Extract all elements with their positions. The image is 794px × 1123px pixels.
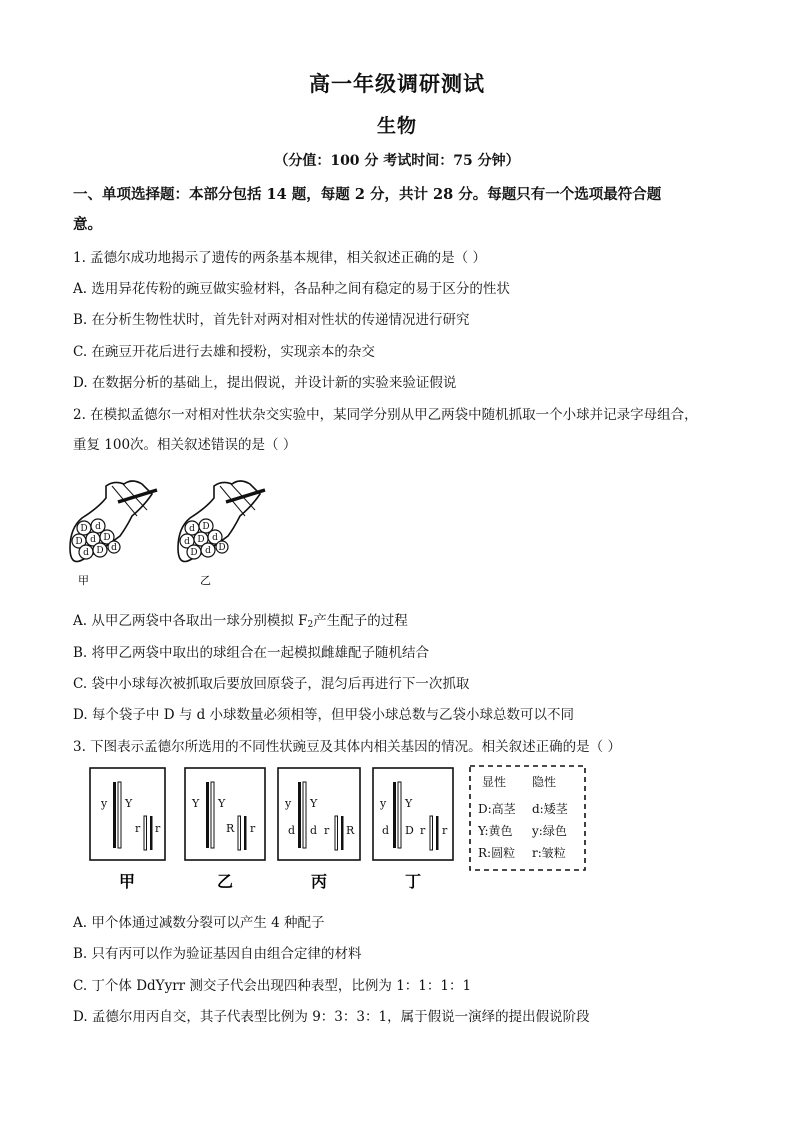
q2-option-b: B. 将甲乙两袋中取出的球组合在一起模拟雌雄配子随机结合 [73, 645, 430, 661]
ball-label: d [184, 537, 190, 547]
legend-recessive-y: y:绿色 [532, 824, 567, 838]
ball-label: D [202, 522, 210, 532]
cell-ding [373, 768, 453, 891]
q3-option-d: D. 孟德尔用丙自交，其子代表型比例为 9：3：3：1，属于假说一演绎的提出假说阶段 [73, 1009, 590, 1025]
ball-label: d [90, 535, 96, 545]
ball-label: D [197, 535, 205, 545]
ball-label: d [111, 543, 117, 553]
legend-recessive-r: r:皱粒 [532, 846, 566, 860]
bag-yi [178, 481, 265, 587]
gene-label: Y [405, 797, 413, 810]
subject-title: 生物 [376, 115, 417, 137]
bag-label-yi: 乙 [200, 574, 211, 587]
gene-label: d [382, 824, 390, 837]
legend-dominant-y: Y:黄色 [478, 824, 513, 838]
section-heading-line1: 一、单项选择题：本部分包括 14 题，每题 2 分，共计 28 分。每题只有一个选项最符合题 [73, 186, 662, 203]
dominance-legend [470, 766, 585, 870]
gene-label: r [155, 822, 161, 835]
q2-option-c: C. 袋中小球每次被抓取后要放回原袋子，混匀后再进行下一次抓取 [73, 676, 470, 692]
section-heading-line2: 意。 [73, 216, 102, 233]
q2-option-a-subscript: 2 [307, 620, 314, 630]
gene-label: y [285, 797, 292, 810]
ball-label: d [189, 524, 195, 534]
legend-dominant-r: R:圆粒 [478, 846, 516, 860]
q3-genes-figure [80, 762, 590, 897]
gene-label: R [346, 824, 355, 837]
ball-label: D [103, 533, 111, 543]
q3-option-b: B. 只有丙可以作为验证基因自由组合定律的材料 [73, 946, 362, 962]
bag-label-jia: 甲 [78, 574, 89, 587]
q3-option-a: A. 甲个体通过减数分裂可以产生 4 种配子 [73, 915, 325, 931]
ball-label: D [80, 524, 88, 534]
page-title: 高一年级调研测试 [309, 71, 485, 96]
q2-option-a [73, 609, 408, 630]
gene-label: y [101, 797, 108, 810]
gene-label: r [420, 824, 426, 837]
q1-option-a: A. 选用异花传粉的豌豆做实验材料，各品种之间有稳定的易于区分的性状 [73, 281, 510, 297]
gene-label: r [324, 824, 330, 837]
gene-label: Y [218, 797, 226, 810]
ball-label: d [95, 522, 101, 532]
q2-option-a-pre: A. 从甲乙两袋中各取出一球分别模拟 F [73, 613, 308, 629]
cell-label-ding: 丁 [404, 872, 422, 891]
gene-label: y [380, 797, 387, 810]
gene-label: Y [125, 797, 133, 810]
legend-head-dominant: 显性 [482, 775, 507, 789]
q2-bags-figure [62, 468, 272, 593]
cell-yi [185, 768, 265, 891]
gene-label: r [135, 822, 141, 835]
cell-bing [278, 768, 360, 891]
q1-option-d: D. 在数据分析的基础上，提出假说，并设计新的实验来验证假说 [73, 375, 457, 391]
gene-label: r [442, 824, 448, 837]
gene-label: Y [310, 797, 318, 810]
gene-label: d [288, 824, 296, 837]
exam-meta: （分值：100 分 考试时间：75 分钟） [274, 153, 520, 169]
q3-stem: 3. 下图表示孟德尔所选用的不同性状豌豆及其体内相关基因的情况。相关叙述正确的是（ ） [73, 739, 621, 755]
ball-label: d [83, 548, 89, 558]
q2-stem-line1: 2. 在模拟孟德尔一对相对性状杂交实验中，某同学分别从甲乙两袋中随机抓取一个小球并记录字母组合， [73, 407, 698, 423]
q2-option-d: D. 每个袋子中 D 与 d 小球数量必须相等，但甲袋小球总数与乙袋小球总数可以不同 [73, 707, 575, 723]
q2-stem-line2: 重复 100次。相关叙述错误的是（ ） [73, 437, 297, 453]
cell-label-jia: 甲 [118, 872, 136, 891]
ball-label: D [75, 537, 83, 547]
ball-label: D [190, 548, 198, 558]
gene-label: d [310, 824, 318, 837]
gene-label: r [250, 822, 256, 835]
ball-label: d [205, 546, 211, 556]
gene-label: Y [192, 797, 200, 810]
q2-option-a-post: 产生配子的过程 [313, 613, 408, 629]
ball-label: d [212, 533, 218, 543]
legend-dominant-d: D:高茎 [478, 802, 516, 816]
ball-label: D [218, 543, 226, 553]
bag-jia [70, 481, 157, 587]
q1-stem: 1. 孟德尔成功地揭示了遗传的两条基本规律，相关叙述正确的是（ ） [73, 250, 486, 266]
q1-option-b: B. 在分析生物性状时，首先针对两对相对性状的传递情况进行研究 [73, 312, 470, 328]
cell-label-bing: 丙 [310, 872, 328, 891]
q3-option-c: C. 丁个体 DdYyrr 测交子代会出现四种表型，比例为 1：1：1：1 [73, 978, 472, 994]
legend-head-recessive: 隐性 [532, 775, 557, 789]
gene-label: D [405, 824, 414, 837]
gene-label: R [226, 822, 235, 835]
ball-label: D [96, 546, 104, 556]
cell-jia [90, 768, 165, 891]
cell-label-yi: 乙 [216, 872, 234, 891]
q1-option-c: C. 在豌豆开花后进行去雄和授粉，实现亲本的杂交 [73, 344, 375, 360]
legend-recessive-d: d:矮茎 [532, 802, 568, 816]
